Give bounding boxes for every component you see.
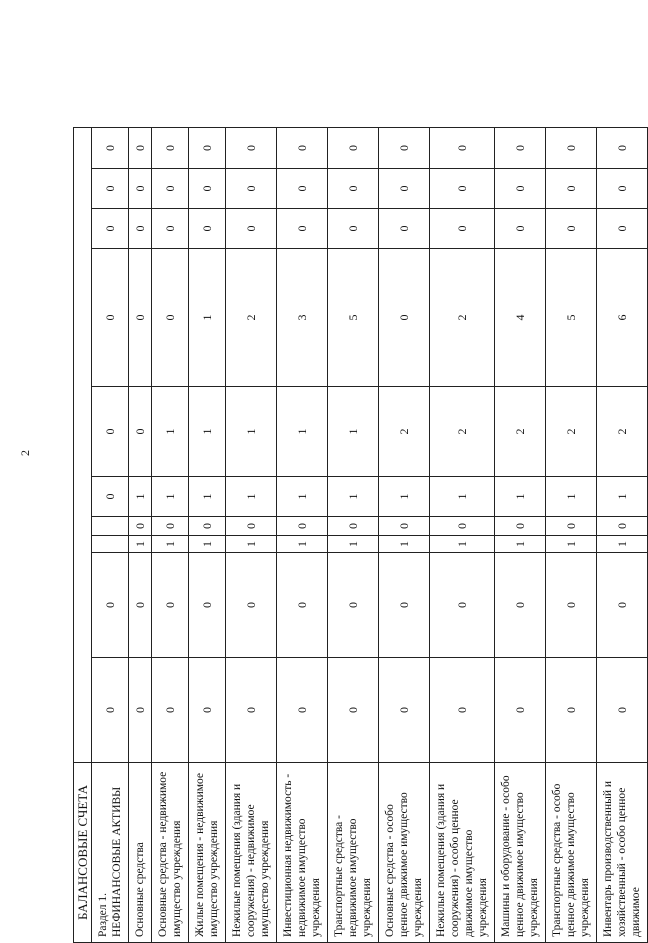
account-code-cell: 0 [151,658,188,763]
account-code-cell: 2 [429,249,494,387]
account-code-cell: 0 [225,553,276,658]
account-code-cell: 1 [225,536,276,553]
account-code-cell: 5 [545,249,596,387]
account-code-cell: 0 [91,127,128,168]
account-code-cell: 1 [128,536,151,553]
account-code-cell: 1 [151,536,188,553]
account-code-cell: 1 [494,477,545,517]
account-code-cell: 0 [91,477,128,517]
account-code-cell: 1 [188,387,225,477]
account-name-cell: Транспортные средства - недвижимое имущество учреждения [327,763,378,943]
account-code-cell: 0 [276,127,327,168]
account-code-cell: 0 [128,209,151,249]
account-code-cell: 0 [151,553,188,658]
account-code-cell: 0 [225,169,276,209]
account-name-cell: Жилые помещения - недвижимое имущество учреждения [188,763,225,943]
account-name-cell: Нежилые помещения (здания и сооружения) - недвижимое имущество учреждения [225,763,276,943]
account-code-cell: 0 [494,209,545,249]
account-code-cell: 0 [429,517,494,536]
account-code-cell: 1 [128,477,151,517]
rotated-page-content [73,128,642,943]
account-code-cell: 0 [91,169,128,209]
account-code-cell: 0 [151,517,188,536]
account-code-cell: 0 [327,658,378,763]
account-code-cell: 1 [276,477,327,517]
account-code-cell: 0 [128,387,151,477]
account-code-cell: 0 [545,517,596,536]
account-code-cell: 0 [276,553,327,658]
account-code-cell: 0 [429,658,494,763]
account-code-cell: 0 [91,249,128,387]
table-row [276,127,327,942]
table-row [91,127,128,942]
table-row [596,127,647,942]
account-code-cell: 0 [378,658,429,763]
account-code-cell: 1 [327,477,378,517]
account-code-cell: 3 [276,249,327,387]
account-code-cell: 0 [188,658,225,763]
table-header-row [73,127,91,942]
account-code-cell: 2 [596,387,647,477]
table-header-title: БАЛАНСОВЫЕ СЧЕТА [73,763,91,943]
account-code-cell: 0 [545,169,596,209]
account-code-cell: 0 [91,553,128,658]
table-row [545,127,596,942]
account-code-cell: 4 [494,249,545,387]
account-code-cell: 1 [188,536,225,553]
account-code-cell: 0 [545,209,596,249]
account-name-cell: Раздел 1. НЕФИНАНСОВЫЕ АКТИВЫ [91,763,128,943]
account-code-cell: 0 [429,169,494,209]
account-code-cell: 0 [494,127,545,168]
account-code-cell: 0 [545,658,596,763]
account-code-cell: 0 [429,209,494,249]
account-code-cell: 0 [188,169,225,209]
account-code-cell: 0 [128,517,151,536]
account-code-cell: 1 [188,249,225,387]
account-code-cell: 0 [128,658,151,763]
account-code-cell: 0 [276,517,327,536]
account-code-cell: 1 [188,477,225,517]
table-row [128,127,151,942]
account-code-cell: 0 [188,127,225,168]
account-name-cell: Инвестиционная недвижимость - недвижимое имущество учреждения [276,763,327,943]
account-code-cell: 0 [494,517,545,536]
account-code-cell: 0 [327,127,378,168]
account-code-cell: 0 [151,127,188,168]
account-code-cell: 0 [327,517,378,536]
account-code-cell: 0 [378,553,429,658]
account-code-cell: 1 [151,477,188,517]
account-code-cell: 0 [327,209,378,249]
account-code-cell: 6 [596,249,647,387]
account-code-cell: 0 [378,169,429,209]
account-code-cell: 1 [225,387,276,477]
table-row [327,127,378,942]
account-code-cell: 0 [225,517,276,536]
account-code-cell: 0 [276,209,327,249]
account-code-cell: 0 [91,387,128,477]
account-code-cell: 1 [225,477,276,517]
account-code-cell: 0 [151,169,188,209]
account-code-cell: 0 [151,209,188,249]
account-code-cell [91,536,128,553]
account-code-cell: 0 [128,169,151,209]
account-code-cell: 0 [151,249,188,387]
account-code-cell: 0 [596,517,647,536]
account-code-cell: 0 [494,169,545,209]
table-row [494,127,545,942]
account-name-cell: Основные средства [128,763,151,943]
account-code-cell: 0 [188,517,225,536]
table-row [225,127,276,942]
account-code-cell: 1 [545,477,596,517]
account-code-cell: 1 [151,387,188,477]
account-code-cell: 1 [327,387,378,477]
table-row [429,127,494,942]
account-code-cell: 0 [596,169,647,209]
account-name-cell: Основные средства - особо ценное движимое имущество учреждения [378,763,429,943]
account-code-cell: 0 [596,658,647,763]
account-code-cell: 0 [494,553,545,658]
account-code-cell: 1 [378,477,429,517]
account-code-cell: 5 [327,249,378,387]
account-code-cell: 0 [91,658,128,763]
account-code-cell: 0 [128,127,151,168]
account-code-cell: 0 [327,169,378,209]
account-code-cell: 0 [128,553,151,658]
balance-accounts-table [73,127,648,943]
table-row [151,127,188,942]
account-name-cell: Основные средства - недвижимое имущество учреждения [151,763,188,943]
table-row [188,127,225,942]
account-code-cell: 0 [378,517,429,536]
account-code-cell: 1 [327,536,378,553]
account-code-cell: 0 [128,249,151,387]
account-code-cell: 1 [276,536,327,553]
account-code-cell: 0 [276,169,327,209]
account-code-cell: 0 [429,553,494,658]
table-row [378,127,429,942]
account-code-cell: 1 [494,536,545,553]
account-code-cell: 0 [225,658,276,763]
account-code-cell: 1 [378,536,429,553]
account-code-cell: 0 [596,553,647,658]
account-code-cell: 0 [378,127,429,168]
account-name-cell: Инвентарь производственный и хозяйственный - особо ценное движимое [596,763,647,943]
account-code-cell: 1 [276,387,327,477]
account-name-cell: Машины и оборудование - особо ценное движимое имущество учреждения [494,763,545,943]
account-code-cell: 2 [429,387,494,477]
account-code-cell: 2 [494,387,545,477]
page-number: 2 [18,450,32,456]
account-code-cell: 2 [545,387,596,477]
account-code-cell: 0 [188,553,225,658]
account-name-cell: Нежилые помещения (здания и сооружения) - особо ценное движимое имущество учреждения [429,763,494,943]
account-code-cell: 0 [596,209,647,249]
account-code-cell: 0 [225,209,276,249]
account-code-cell: 0 [91,209,128,249]
account-code-cell: 0 [545,127,596,168]
account-code-cell: 2 [225,249,276,387]
account-code-cell: 0 [188,209,225,249]
account-code-cell: 1 [429,477,494,517]
account-code-cell: 0 [596,127,647,168]
account-code-cell: 0 [494,658,545,763]
account-code-cell: 0 [225,127,276,168]
table-header-blank [73,127,91,762]
account-code-cell: 0 [378,209,429,249]
account-code-cell: 1 [596,536,647,553]
account-code-cell: 0 [276,658,327,763]
account-code-cell: 0 [545,553,596,658]
account-code-cell: 1 [545,536,596,553]
account-code-cell: 0 [378,249,429,387]
account-code-cell: 0 [429,127,494,168]
account-code-cell: 0 [327,553,378,658]
account-code-cell: 1 [429,536,494,553]
account-code-cell [91,517,128,536]
account-code-cell: 2 [378,387,429,477]
account-code-cell: 1 [596,477,647,517]
account-name-cell: Транспортные средства - особо ценное движимое имущество учреждения [545,763,596,943]
